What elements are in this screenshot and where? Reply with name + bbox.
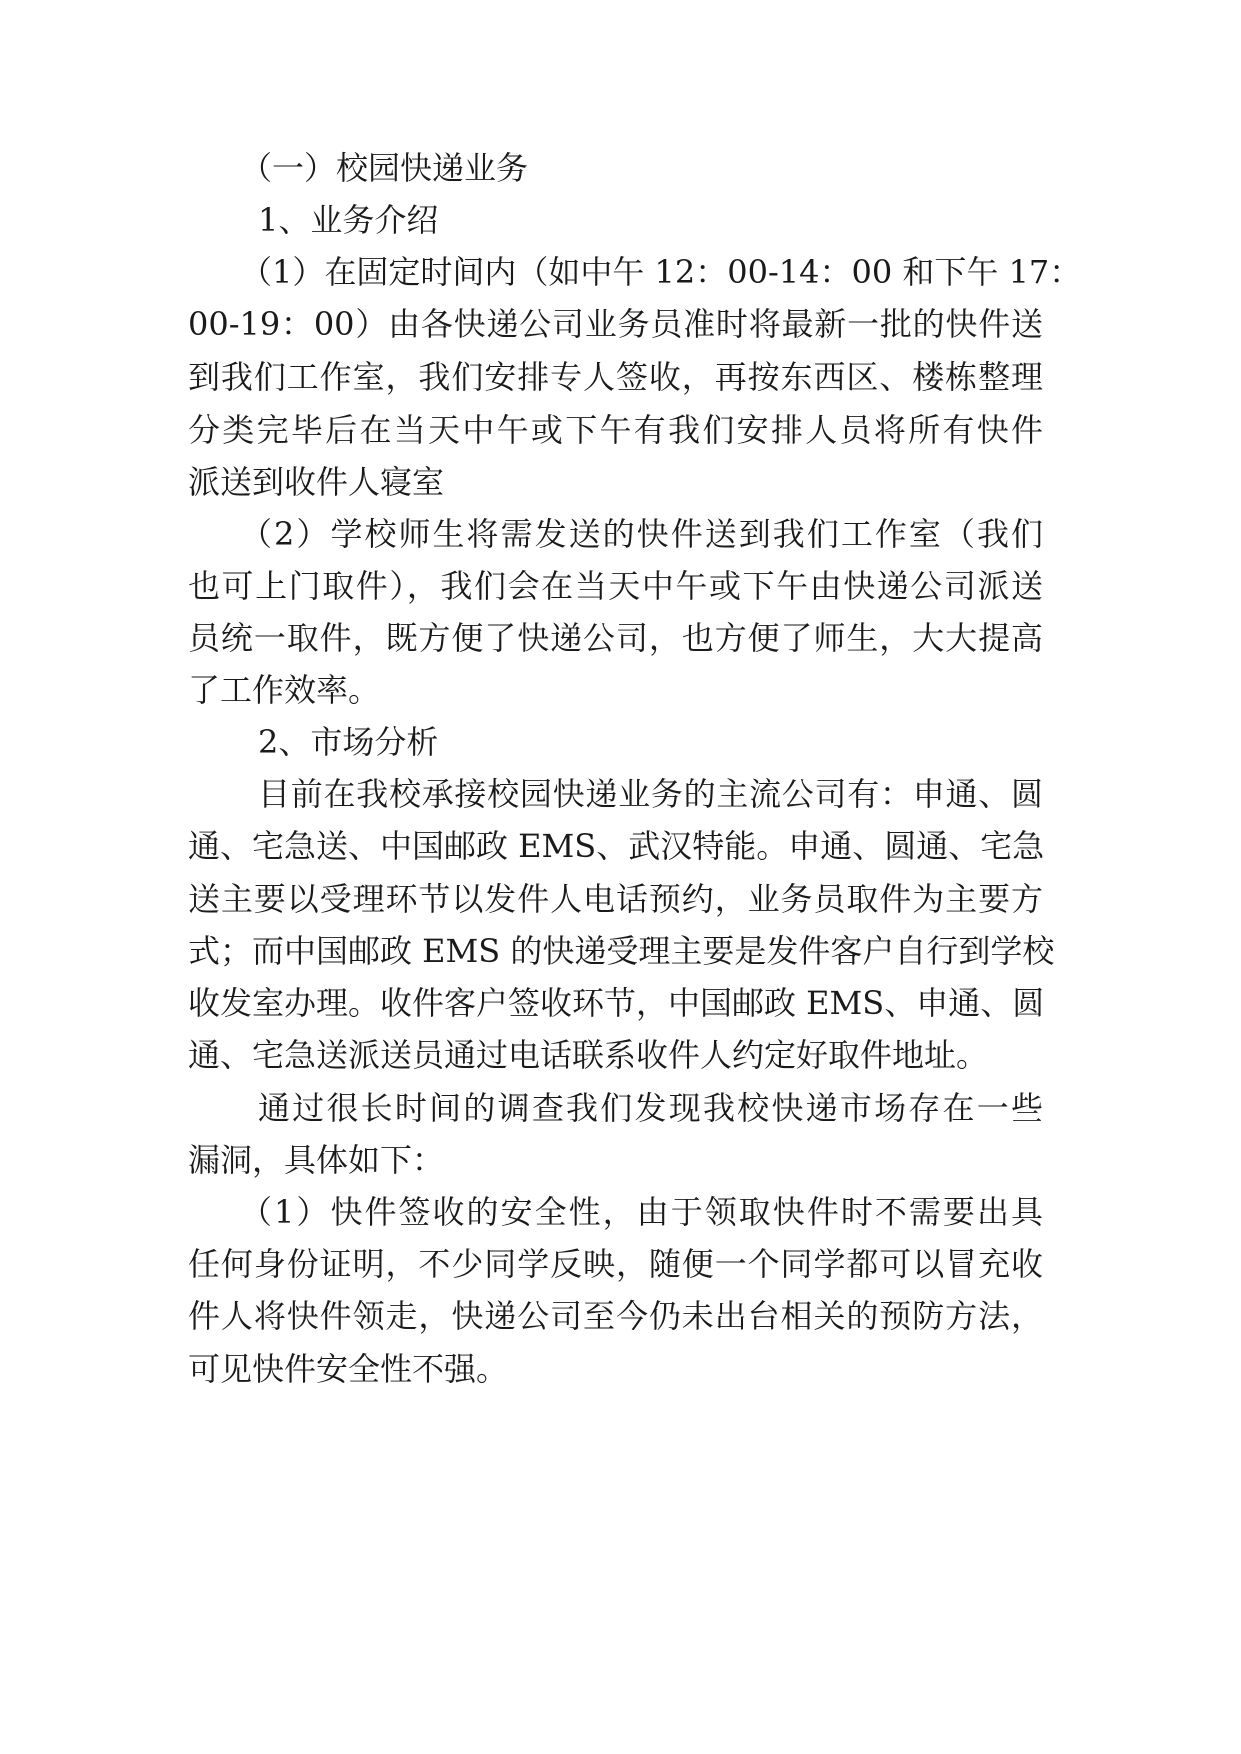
para3-line: 通、宅急送、中国邮政 EMS、武汉特能。申通、圆通、宅急	[188, 827, 1045, 865]
para5-line: （1）快件签收的安全性，由于领取快件时不需要出具	[240, 1193, 1043, 1231]
para1-line: 分类完毕后在当天中午或下午有我们安排人员将所有快件	[188, 411, 1043, 449]
para3-line: 式；而中国邮政 EMS 的快递受理主要是发件客户自行到学校	[188, 932, 1055, 970]
para5-line: 件人将快件领走，快递公司至今仍未出台相关的预防方法，	[188, 1297, 1043, 1335]
para3-line: 目前在我校承接校园快递业务的主流公司有：申通、圆	[258, 775, 1043, 813]
section-heading: （一）校园快递业务	[240, 149, 529, 187]
para1-line: （1）在固定时间内（如中午 12：00-14：00 和下午 17：	[240, 253, 1082, 291]
para3-line: 收发室办理。收件客户签收环节，中国邮政 EMS、申通、圆	[188, 984, 1045, 1022]
para4-line: 通过很长时间的调查我们发现我校快递市场存在一些	[258, 1089, 1043, 1127]
para1-line: 00-19：00）由各快递公司业务员准时将最新一批的快件送	[188, 305, 1043, 343]
para2-line: 了工作效率。	[188, 671, 381, 709]
item1-heading: 1、业务介绍	[258, 201, 439, 239]
para2-line: 员统一取件，既方便了快递公司，也方便了师生，大大提高	[188, 619, 1043, 657]
para1-line: 到我们工作室，我们安排专人签收，再按东西区、楼栋整理	[188, 358, 1043, 396]
para3-line: 送主要以受理环节以发件人电话预约，业务员取件为主要方	[188, 880, 1043, 918]
para2-line: 也可上门取件），我们会在当天中午或下午由快递公司派送	[188, 567, 1043, 605]
para5-line: 任何身份证明，不少同学反映，随便一个同学都可以冒充收	[188, 1245, 1043, 1283]
para1-line: 派送到收件人寝室	[188, 463, 445, 501]
para3-line: 通、宅急送派送员通过电话联系收件人约定好取件地址。	[188, 1036, 989, 1074]
para2-line: （2）学校师生将需发送的快件送到我们工作室（我们	[240, 515, 1043, 553]
para4-line: 漏洞，具体如下：	[188, 1141, 445, 1179]
para5-line: 可见快件安全性不强。	[188, 1350, 509, 1388]
item2-heading: 2、市场分析	[258, 723, 439, 761]
